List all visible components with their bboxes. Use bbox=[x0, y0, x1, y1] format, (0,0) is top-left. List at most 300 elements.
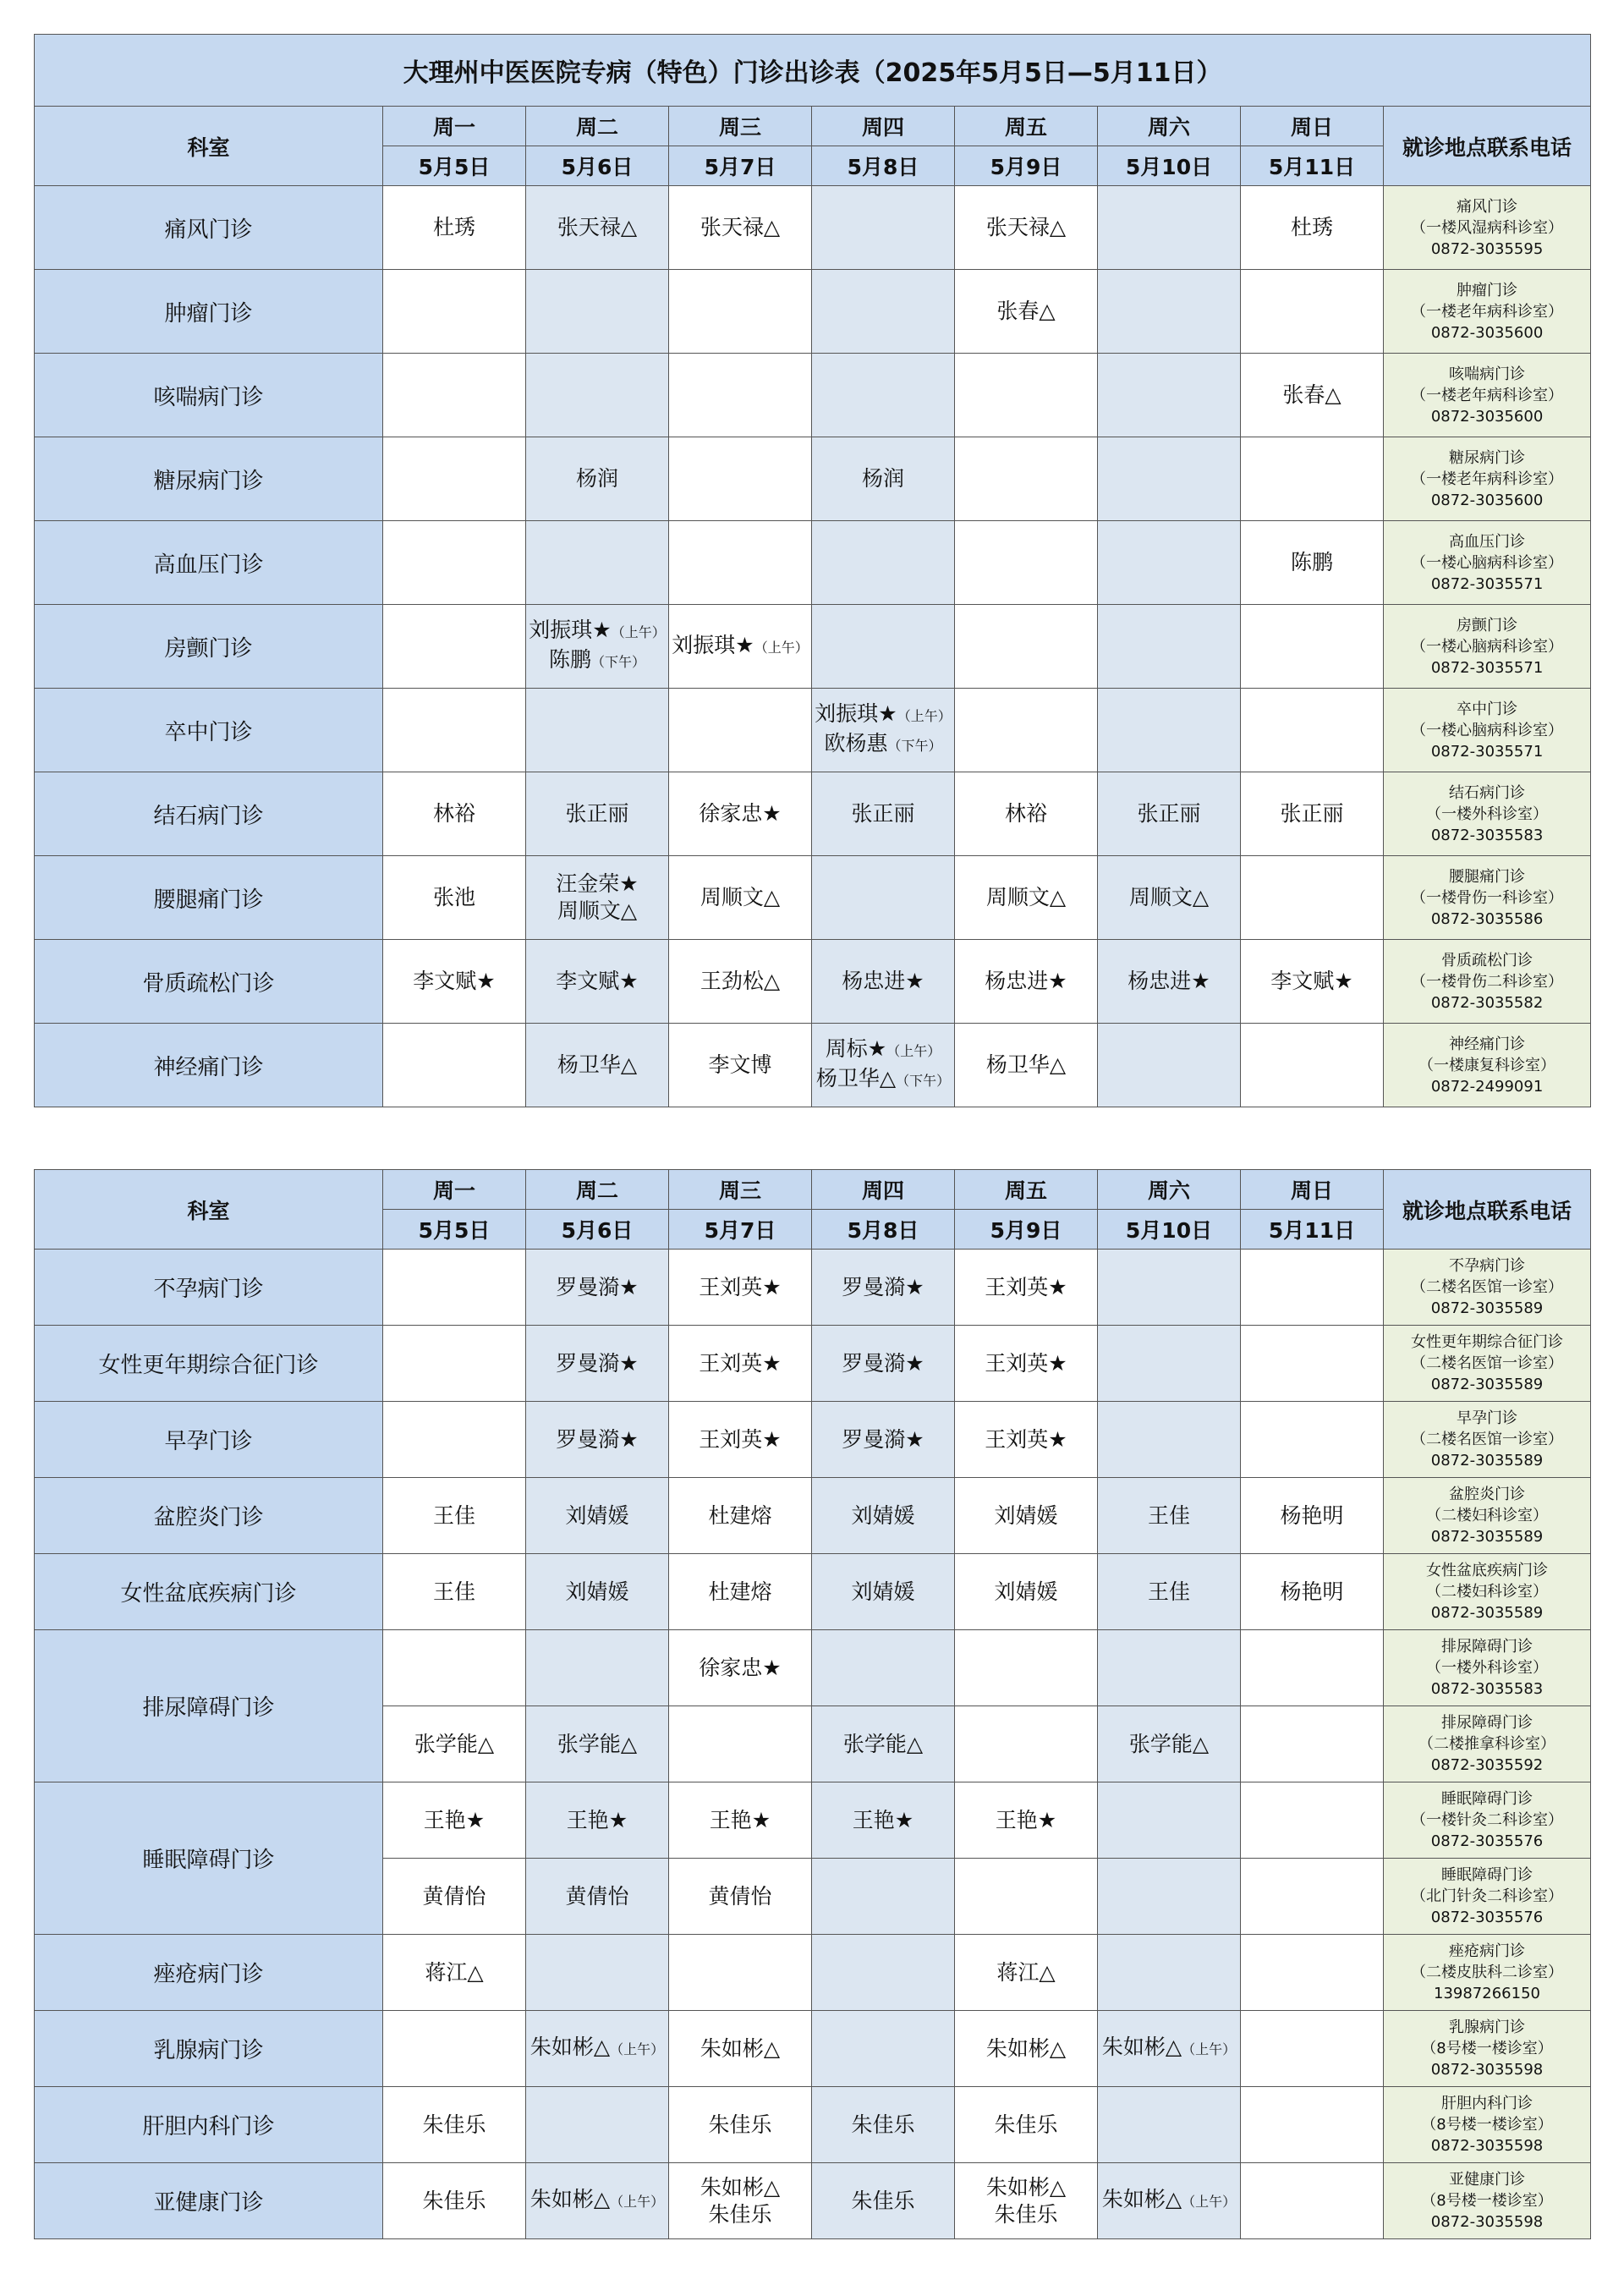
schedule-cell bbox=[812, 2087, 955, 2163]
department-name: 乳腺病门诊 bbox=[35, 2011, 383, 2087]
location-header: 就诊地点联系电话 bbox=[1384, 1170, 1591, 1250]
schedule-cell bbox=[526, 1024, 669, 1107]
doctor-entry bbox=[955, 1502, 1097, 1530]
schedule-cell bbox=[1241, 1478, 1384, 1554]
schedule-cell bbox=[955, 186, 1098, 270]
weekday-header: 周日 bbox=[1241, 107, 1384, 146]
location-line: （8号楼一楼诊室） bbox=[1421, 2040, 1553, 2057]
doctor-entry bbox=[955, 1579, 1097, 1606]
schedule-cell bbox=[1098, 940, 1241, 1024]
location-line: （一楼针灸二科诊室） bbox=[1411, 1811, 1563, 1829]
weekday-header: 周六 bbox=[1098, 1170, 1241, 1210]
location-line: 睡眠障碍门诊 bbox=[1441, 1866, 1533, 1884]
schedule-cell bbox=[1241, 1706, 1384, 1782]
schedule-cell bbox=[383, 186, 526, 270]
schedule-cell bbox=[955, 1024, 1098, 1107]
doctor-entry bbox=[383, 1579, 525, 1606]
doctor-entry bbox=[526, 1807, 668, 1834]
phone-number: 0872-3035589 bbox=[1430, 1299, 1544, 1317]
doctor-name: 朱佳乐 bbox=[851, 2112, 915, 2137]
session-note: （下午） bbox=[591, 654, 646, 670]
doctor-entry bbox=[669, 1426, 811, 1453]
doctor-entry bbox=[526, 214, 668, 241]
doctor-name: 徐家忠★ bbox=[699, 1655, 782, 1680]
doctor-name: 杨润 bbox=[575, 466, 618, 491]
location-line: 神经痛门诊 bbox=[1449, 1035, 1526, 1053]
date-header: 5月8日 bbox=[812, 146, 955, 186]
doctor-entry bbox=[526, 1350, 668, 1377]
location-line: （二楼名医馆一诊室） bbox=[1411, 1278, 1563, 1296]
doctor-name: 罗曼漪★ bbox=[842, 1350, 924, 1376]
location-line: （二楼皮肤科二诊室） bbox=[1411, 1964, 1563, 1981]
phone-number: 0872-3035598 bbox=[1430, 2213, 1544, 2231]
department-name: 女性更年期综合征门诊 bbox=[35, 1326, 383, 1402]
doctor-entry bbox=[669, 214, 811, 241]
schedule-cell bbox=[383, 1706, 526, 1782]
schedule-cell bbox=[1241, 437, 1384, 521]
doctor-entry bbox=[955, 2112, 1097, 2139]
doctor-entry bbox=[1098, 884, 1240, 911]
table-row bbox=[35, 1250, 1591, 1326]
doctor-entry bbox=[526, 2034, 668, 2063]
date-header: 5月10日 bbox=[1098, 146, 1241, 186]
doctor-name: 朱如彬△ bbox=[985, 2035, 1067, 2061]
doctor-name: 朱如彬△ bbox=[700, 2035, 781, 2061]
doctor-entry bbox=[669, 1350, 811, 1377]
date-header: 5月11日 bbox=[1241, 1210, 1384, 1250]
phone-number: 0872-3035571 bbox=[1430, 574, 1544, 593]
schedule-cell bbox=[526, 2087, 669, 2163]
location-line: （一楼老年病科诊室） bbox=[1411, 386, 1564, 404]
department-name: 痤疮病门诊 bbox=[35, 1935, 383, 2011]
schedule-cell bbox=[1241, 1326, 1384, 1402]
schedule-cell bbox=[1098, 186, 1241, 270]
doctor-name: 朱如彬△ bbox=[1101, 2187, 1182, 2211]
doctor-entry bbox=[1098, 1731, 1240, 1758]
schedule-cell bbox=[1241, 1554, 1384, 1630]
doctor-name: 周顺文△ bbox=[557, 898, 638, 923]
schedule-cell bbox=[669, 1326, 812, 1402]
location-line: 房颤门诊 bbox=[1457, 616, 1518, 634]
location-contact bbox=[1384, 856, 1591, 940]
doctor-name: 李文赋★ bbox=[413, 969, 496, 993]
schedule-cell bbox=[383, 1326, 526, 1402]
schedule-cell bbox=[955, 940, 1098, 1024]
location-contact bbox=[1384, 689, 1591, 772]
doctor-name: 王艳★ bbox=[709, 1807, 771, 1832]
location-contact bbox=[1384, 772, 1591, 856]
doctor-entry bbox=[383, 1502, 525, 1530]
doctor-name: 杨忠进★ bbox=[1127, 969, 1210, 993]
doctor-name: 朱佳乐 bbox=[851, 2188, 915, 2213]
department-name: 早孕门诊 bbox=[35, 1402, 383, 1478]
location-line: 排尿障碍门诊 bbox=[1441, 1638, 1533, 1656]
doctor-name: 王刘英★ bbox=[985, 1350, 1067, 1376]
doctor-entry bbox=[955, 884, 1097, 911]
schedule-cell bbox=[812, 437, 955, 521]
doctor-entry bbox=[1098, 2034, 1240, 2063]
phone-number: 0872-3035571 bbox=[1430, 658, 1544, 677]
doctor-entry bbox=[812, 1579, 954, 1606]
location-line: （一楼心脑病科诊室） bbox=[1411, 553, 1564, 572]
location-line: 早孕门诊 bbox=[1457, 1409, 1517, 1427]
doctor-name: 朱如彬△ bbox=[700, 2174, 781, 2200]
schedule-cell bbox=[526, 2011, 669, 2087]
location-line: 腰腿痛门诊 bbox=[1449, 867, 1526, 886]
location-contact bbox=[1384, 1250, 1591, 1326]
schedule-cell bbox=[1098, 605, 1241, 689]
schedule-cell bbox=[812, 1326, 955, 1402]
doctor-entry bbox=[669, 2112, 811, 2139]
location-line: （一楼外科诊室） bbox=[1426, 805, 1549, 823]
doctor-entry bbox=[955, 1426, 1097, 1453]
schedule-cell bbox=[955, 1630, 1098, 1706]
doctor-entry bbox=[955, 2174, 1097, 2201]
page-title: 大理州中医医院专病（特色）门诊出诊表（2025年5月5日—5月11日） bbox=[35, 35, 1591, 107]
doctor-entry bbox=[1241, 382, 1383, 409]
doctor-name: 朱如彬△ bbox=[529, 2035, 611, 2059]
schedule-cell bbox=[955, 1402, 1098, 1478]
schedule-cell bbox=[526, 772, 669, 856]
location-contact bbox=[1384, 354, 1591, 437]
location-line: （二楼妇科诊室） bbox=[1426, 1583, 1548, 1601]
location-line: （一楼老年病科诊室） bbox=[1411, 302, 1564, 321]
doctor-entry bbox=[526, 871, 668, 898]
doctor-entry bbox=[812, 1807, 954, 1834]
schedule-cell bbox=[1241, 1859, 1384, 1935]
table-row bbox=[35, 1402, 1591, 1478]
department-name: 不孕病门诊 bbox=[35, 1250, 383, 1326]
doctor-entry bbox=[812, 2112, 954, 2139]
location-line: 排尿障碍门诊 bbox=[1441, 1714, 1533, 1732]
schedule-cell bbox=[669, 1935, 812, 2011]
department-name: 腰腿痛门诊 bbox=[35, 856, 383, 940]
department-name: 睡眠障碍门诊 bbox=[35, 1782, 383, 1935]
session-note: （上午） bbox=[886, 1043, 941, 1059]
location-line: （二楼妇科诊室） bbox=[1426, 1507, 1548, 1524]
doctor-entry bbox=[526, 968, 668, 995]
doctor-name: 张春△ bbox=[996, 299, 1056, 323]
schedule-cell bbox=[383, 605, 526, 689]
doctor-name: 朱如彬△ bbox=[1101, 2035, 1182, 2059]
location-line: 女性盆底疾病门诊 bbox=[1426, 1562, 1548, 1579]
date-header: 5月10日 bbox=[1098, 1210, 1241, 1250]
doctor-name: 张正丽 bbox=[565, 801, 629, 826]
schedule-cell bbox=[1241, 186, 1384, 270]
doctor-entry bbox=[669, 1502, 811, 1530]
doctor-entry bbox=[526, 1579, 668, 1606]
doctor-name: 王艳★ bbox=[995, 1807, 1057, 1832]
doctor-entry bbox=[669, 2201, 811, 2228]
session-note: （上午） bbox=[611, 624, 666, 640]
schedule-cell bbox=[1098, 1935, 1241, 2011]
doctor-entry bbox=[526, 1274, 668, 1301]
doctor-entry bbox=[1241, 549, 1383, 576]
schedule-cell bbox=[526, 1478, 669, 1554]
schedule-cell bbox=[526, 1782, 669, 1859]
doctor-name: 杜琇 bbox=[432, 215, 475, 239]
table-row bbox=[35, 354, 1591, 437]
doctor-name: 杨艳明 bbox=[1280, 1579, 1344, 1604]
doctor-entry bbox=[383, 2112, 525, 2139]
schedule-cell bbox=[526, 1935, 669, 2011]
doctor-entry bbox=[669, 632, 811, 662]
schedule-cell bbox=[383, 354, 526, 437]
schedule-cell bbox=[669, 940, 812, 1024]
doctor-entry bbox=[812, 1274, 954, 1301]
schedule-cell bbox=[812, 856, 955, 940]
schedule-cell bbox=[1241, 270, 1384, 354]
location-contact bbox=[1384, 270, 1591, 354]
location-header: 就诊地点联系电话 bbox=[1384, 107, 1591, 186]
schedule-cell bbox=[1098, 354, 1241, 437]
table-row bbox=[35, 689, 1591, 772]
doctor-entry bbox=[812, 1731, 954, 1758]
location-contact bbox=[1384, 1630, 1591, 1706]
schedule-cell bbox=[1241, 1935, 1384, 2011]
doctor-name: 朱如彬△ bbox=[529, 2187, 611, 2211]
doctor-name: 杨艳明 bbox=[1280, 1502, 1344, 1528]
schedule-cell bbox=[955, 605, 1098, 689]
location-contact bbox=[1384, 1859, 1591, 1935]
doctor-entry bbox=[1241, 1502, 1383, 1530]
schedule-cell bbox=[955, 1935, 1098, 2011]
session-note: （上午） bbox=[610, 2194, 665, 2210]
weekday-header: 周二 bbox=[526, 1170, 669, 1210]
schedule-cell bbox=[526, 270, 669, 354]
table-row bbox=[35, 1554, 1591, 1630]
department-name: 骨质疏松门诊 bbox=[35, 940, 383, 1024]
schedule-cell bbox=[383, 940, 526, 1024]
schedule-cell bbox=[1098, 2011, 1241, 2087]
doctor-name: 刘振琪★ bbox=[815, 701, 897, 726]
schedule-cell bbox=[1241, 2011, 1384, 2087]
doctor-entry bbox=[383, 1731, 525, 1758]
table-row bbox=[35, 521, 1591, 605]
schedule-cell bbox=[955, 1250, 1098, 1326]
schedule-cell bbox=[669, 1402, 812, 1478]
doctor-entry bbox=[526, 617, 668, 646]
doctor-name: 刘振琪★ bbox=[529, 618, 612, 642]
table-row bbox=[35, 1935, 1591, 2011]
schedule-cell bbox=[1098, 772, 1241, 856]
schedule-cell bbox=[812, 270, 955, 354]
doctor-entry bbox=[812, 730, 954, 760]
doctor-name: 朱佳乐 bbox=[994, 2201, 1058, 2227]
doctor-name: 林裕 bbox=[1004, 801, 1047, 826]
schedule-cell bbox=[1098, 1706, 1241, 1782]
schedule-cell bbox=[955, 1706, 1098, 1782]
phone-number: 0872-3035600 bbox=[1430, 407, 1544, 426]
doctor-entry bbox=[812, 465, 954, 492]
location-line: （8号楼一楼诊室） bbox=[1421, 2192, 1553, 2210]
doctor-name: 张天禄△ bbox=[700, 215, 781, 239]
doctor-name: 王刘英★ bbox=[699, 1426, 782, 1452]
schedule-cell bbox=[812, 605, 955, 689]
location-line: （二楼推拿科诊室） bbox=[1418, 1735, 1555, 1753]
doctor-name: 杨卫华△ bbox=[815, 1066, 897, 1090]
location-line: （一楼风湿病科诊室） bbox=[1411, 218, 1564, 237]
doctor-name: 林裕 bbox=[432, 801, 475, 826]
department-name: 高血压门诊 bbox=[35, 521, 383, 605]
schedule-cell bbox=[383, 1402, 526, 1478]
schedule-cell bbox=[955, 772, 1098, 856]
phone-number: 0872-3035583 bbox=[1430, 826, 1544, 844]
doctor-name: 杨忠进★ bbox=[985, 969, 1067, 993]
doctor-name: 刘婧媛 bbox=[565, 1502, 629, 1528]
location-line: 高血压门诊 bbox=[1449, 532, 1526, 551]
schedule-cell bbox=[383, 689, 526, 772]
schedule-cell bbox=[955, 1782, 1098, 1859]
doctor-name: 王佳 bbox=[1147, 1579, 1190, 1604]
phone-number: 13987266150 bbox=[1434, 1985, 1540, 2002]
location-line: 痤疮病门诊 bbox=[1449, 1942, 1525, 1960]
table-row bbox=[35, 1630, 1591, 1706]
schedule-table-1 bbox=[34, 34, 1591, 1107]
schedule-cell bbox=[812, 186, 955, 270]
doctor-entry bbox=[669, 1655, 811, 1682]
location-line: （一楼外科诊室） bbox=[1426, 1659, 1548, 1677]
table-row bbox=[35, 1326, 1591, 1402]
location-line: 肿瘤门诊 bbox=[1457, 281, 1518, 299]
date-header: 5月6日 bbox=[526, 146, 669, 186]
doctor-name: 罗曼漪★ bbox=[842, 1274, 924, 1299]
weekday-header: 周四 bbox=[812, 1170, 955, 1210]
doctor-name: 黄倩怡 bbox=[565, 1883, 629, 1909]
doctor-entry bbox=[955, 1350, 1097, 1377]
doctor-entry bbox=[526, 465, 668, 492]
doctor-name: 黄倩怡 bbox=[708, 1883, 772, 1909]
schedule-cell bbox=[669, 2163, 812, 2239]
location-contact bbox=[1384, 186, 1591, 270]
schedule-cell bbox=[383, 1782, 526, 1859]
doctor-entry bbox=[955, 1959, 1097, 1986]
doctor-entry bbox=[669, 1579, 811, 1606]
schedule-cell bbox=[1241, 689, 1384, 772]
schedule-cell bbox=[1098, 1478, 1241, 1554]
schedule-cell bbox=[1241, 772, 1384, 856]
schedule-cell bbox=[955, 521, 1098, 605]
doctor-entry bbox=[1098, 1579, 1240, 1606]
schedule-cell bbox=[526, 437, 669, 521]
date-header: 5月9日 bbox=[955, 146, 1098, 186]
schedule-cell bbox=[526, 1250, 669, 1326]
doctor-name: 王佳 bbox=[432, 1579, 475, 1604]
doctor-entry bbox=[669, 1807, 811, 1834]
schedule-cell bbox=[812, 1478, 955, 1554]
location-line: 不孕病门诊 bbox=[1449, 1257, 1525, 1275]
schedule-cell bbox=[669, 354, 812, 437]
doctor-name: 陈鹏 bbox=[1290, 550, 1333, 574]
doctor-entry bbox=[1098, 968, 1240, 995]
date-header: 5月11日 bbox=[1241, 146, 1384, 186]
schedule-cell bbox=[1241, 1024, 1384, 1107]
doctor-name: 杨卫华△ bbox=[557, 1052, 638, 1077]
location-contact bbox=[1384, 1478, 1591, 1554]
doctor-entry bbox=[383, 800, 525, 827]
department-name: 咳喘病门诊 bbox=[35, 354, 383, 437]
schedule-cell bbox=[812, 1782, 955, 1859]
table-row bbox=[35, 2163, 1591, 2239]
schedule-cell bbox=[1098, 856, 1241, 940]
schedule-cell bbox=[526, 186, 669, 270]
doctor-name: 李文赋★ bbox=[1270, 969, 1353, 993]
schedule-cell bbox=[383, 1935, 526, 2011]
table-row bbox=[35, 437, 1591, 521]
doctor-name: 周顺文△ bbox=[1128, 885, 1210, 909]
schedule-cell bbox=[812, 689, 955, 772]
schedule-cell bbox=[526, 605, 669, 689]
session-note: （上午） bbox=[1182, 2194, 1237, 2210]
phone-number: 0872-3035576 bbox=[1430, 1909, 1544, 1926]
schedule-cell bbox=[1098, 1402, 1241, 1478]
schedule-cell bbox=[812, 354, 955, 437]
location-line: （一楼老年病科诊室） bbox=[1411, 470, 1564, 488]
department-name: 肿瘤门诊 bbox=[35, 270, 383, 354]
schedule-cell bbox=[669, 1630, 812, 1706]
schedule-cell bbox=[383, 772, 526, 856]
location-contact bbox=[1384, 521, 1591, 605]
doctor-name: 汪金荣★ bbox=[556, 871, 639, 896]
location-line: 乳腺病门诊 bbox=[1449, 2019, 1525, 2036]
weekday-header: 周一 bbox=[383, 1170, 526, 1210]
doctor-name: 朱佳乐 bbox=[708, 2112, 772, 2137]
schedule-cell bbox=[383, 1859, 526, 1935]
schedule-cell bbox=[955, 1554, 1098, 1630]
weekday-header: 周五 bbox=[955, 107, 1098, 146]
table-row bbox=[35, 1024, 1591, 1107]
schedule-cell bbox=[1098, 521, 1241, 605]
phone-number: 0872-3035571 bbox=[1430, 742, 1544, 761]
doctor-name: 王艳★ bbox=[852, 1807, 914, 1832]
doctor-entry bbox=[383, 884, 525, 911]
doctor-entry bbox=[526, 800, 668, 827]
department-name: 盆腔炎门诊 bbox=[35, 1478, 383, 1554]
doctor-entry bbox=[383, 1959, 525, 1986]
session-note: （上午） bbox=[754, 639, 809, 656]
department-name: 神经痛门诊 bbox=[35, 1024, 383, 1107]
schedule-body-2 bbox=[35, 1250, 1591, 2239]
schedule-cell bbox=[1241, 856, 1384, 940]
department-name: 肝胆内科门诊 bbox=[35, 2087, 383, 2163]
location-contact bbox=[1384, 1935, 1591, 2011]
schedule-cell bbox=[1241, 521, 1384, 605]
doctor-name: 陈鹏 bbox=[548, 647, 591, 672]
location-line: 卒中门诊 bbox=[1457, 700, 1518, 718]
date-header: 5月7日 bbox=[669, 1210, 812, 1250]
location-line: 亚健康门诊 bbox=[1449, 2171, 1525, 2189]
location-contact bbox=[1384, 1706, 1591, 1782]
schedule-cell bbox=[1241, 940, 1384, 1024]
location-contact bbox=[1384, 1326, 1591, 1402]
doctor-entry bbox=[669, 1274, 811, 1301]
doctor-name: 欧杨惠 bbox=[824, 731, 888, 755]
doctor-name: 王佳 bbox=[432, 1502, 475, 1528]
phone-number: 0872-3035583 bbox=[1430, 1680, 1544, 1698]
doctor-name: 徐家忠★ bbox=[699, 801, 782, 826]
schedule-cell bbox=[955, 2087, 1098, 2163]
doctor-entry bbox=[812, 1350, 954, 1377]
doctor-name: 王刘英★ bbox=[985, 1426, 1067, 1452]
schedule-cell bbox=[955, 437, 1098, 521]
doctor-entry bbox=[955, 1052, 1097, 1079]
schedule-cell bbox=[669, 1554, 812, 1630]
location-line: （一楼心脑病科诊室） bbox=[1411, 721, 1564, 739]
doctor-entry bbox=[1241, 214, 1383, 241]
doctor-entry bbox=[526, 1426, 668, 1453]
schedule-cell bbox=[526, 1326, 669, 1402]
phone-number: 0872-3035595 bbox=[1430, 239, 1544, 258]
